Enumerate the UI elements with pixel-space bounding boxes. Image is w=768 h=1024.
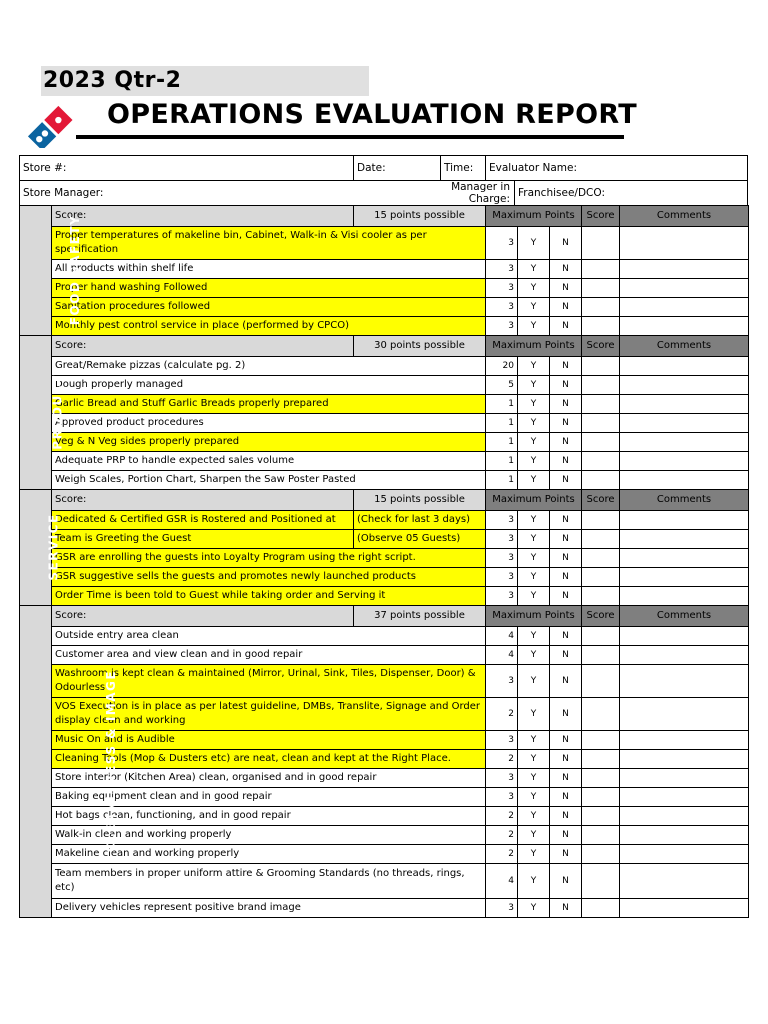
checklist-row <box>20 665 749 698</box>
criterion-text: Sanitation procedures followed <box>52 298 486 317</box>
score-input-cell[interactable] <box>582 395 620 414</box>
checklist-row <box>20 845 749 864</box>
criterion-text: Washroom is kept clean & maintained (Mirror, Urinal, Sink, Tiles, Dispenser, Door) & Odourless <box>52 665 486 698</box>
score-input-cell[interactable] <box>582 471 620 490</box>
no-option[interactable]: N <box>550 788 582 807</box>
comments-input-cell[interactable] <box>620 826 749 845</box>
criterion-text: Makeline clean and working properly <box>52 845 486 864</box>
max-points-value: 1 <box>486 395 518 414</box>
criterion-text: Team is Greeting the Guest <box>52 530 354 549</box>
dominos-logo <box>20 102 84 148</box>
no-option[interactable]: N <box>550 260 582 279</box>
store-number-field[interactable]: Store #: <box>20 156 354 181</box>
checklist-row <box>20 826 749 845</box>
year-quarter-label: 2023 Qtr-2 <box>43 68 182 93</box>
yes-option[interactable]: Y <box>518 845 550 864</box>
checklist-row <box>20 788 749 807</box>
checklist-row <box>20 471 749 490</box>
checklist-row <box>20 587 749 606</box>
checklist-row <box>20 357 749 376</box>
section-label-service <box>20 490 61 606</box>
criterion-text: Approved product procedures <box>52 414 486 433</box>
no-option[interactable]: N <box>550 452 582 471</box>
yes-option[interactable]: Y <box>518 395 550 414</box>
no-option[interactable]: N <box>550 298 582 317</box>
score-input-cell[interactable] <box>582 452 620 471</box>
comments-input-cell[interactable] <box>620 899 749 918</box>
no-option[interactable]: N <box>550 646 582 665</box>
section-label-text: FOOD SAFETY <box>68 214 83 325</box>
score-input-cell[interactable] <box>582 279 620 298</box>
max-points-value: 3 <box>486 317 518 336</box>
no-option[interactable]: N <box>550 414 582 433</box>
no-option[interactable]: N <box>550 317 582 336</box>
checklist-row <box>20 414 749 433</box>
score-input-cell[interactable] <box>582 769 620 788</box>
score-input-cell[interactable] <box>582 698 620 731</box>
yes-option[interactable]: Y <box>518 864 550 899</box>
checklist-row <box>20 750 749 769</box>
criterion-note: (Check for last 3 days) <box>354 511 486 530</box>
comments-column-header: Comments <box>620 490 749 511</box>
comments-input-cell[interactable] <box>620 769 749 788</box>
no-option[interactable]: N <box>550 549 582 568</box>
score-input-cell[interactable] <box>582 260 620 279</box>
score-input-cell[interactable] <box>582 376 620 395</box>
comments-input-cell[interactable] <box>620 260 749 279</box>
max-points-header: Maximum Points <box>486 490 582 511</box>
comments-input-cell[interactable] <box>620 530 749 549</box>
no-option[interactable]: N <box>550 864 582 899</box>
evaluator-name-field[interactable]: Evaluator Name: <box>486 156 748 181</box>
no-option[interactable]: N <box>550 433 582 452</box>
comments-input-cell[interactable] <box>620 864 749 899</box>
checklist-row <box>20 317 749 336</box>
score-label: Score: <box>52 336 354 357</box>
max-points-value: 1 <box>486 471 518 490</box>
max-points-header: Maximum Points <box>486 336 582 357</box>
max-points-value: 3 <box>486 568 518 587</box>
yes-option[interactable]: Y <box>518 788 550 807</box>
max-points-value: 1 <box>486 452 518 471</box>
yes-option[interactable]: Y <box>518 227 550 260</box>
score-input-cell[interactable] <box>582 549 620 568</box>
yes-option[interactable]: Y <box>518 568 550 587</box>
criterion-text: Store interior (Kitchen Area) clean, organised and in good repair <box>52 769 486 788</box>
score-input-cell[interactable] <box>582 587 620 606</box>
criterion-text: VOS Execution is in place as per latest guideline, DMBs, Translite, Signage and Order display clean and working <box>52 698 486 731</box>
max-points-value: 5 <box>486 376 518 395</box>
score-input-cell[interactable] <box>582 826 620 845</box>
no-option[interactable]: N <box>550 731 582 750</box>
points-possible: 37 points possible <box>354 606 486 627</box>
comments-input-cell[interactable] <box>620 845 749 864</box>
max-points-value: 1 <box>486 433 518 452</box>
section-score-row <box>20 206 749 227</box>
franchisee-field[interactable]: Franchisee/DCO: <box>515 181 748 206</box>
no-option[interactable]: N <box>550 357 582 376</box>
max-points-value: 3 <box>486 298 518 317</box>
score-column-header: Score <box>582 490 620 511</box>
score-input-cell[interactable] <box>582 227 620 260</box>
checklist-row <box>20 452 749 471</box>
criterion-text: Cleaning Tools (Mop & Dusters etc) are neat, clean and kept at the Right Place. <box>52 750 486 769</box>
comments-input-cell[interactable] <box>620 587 749 606</box>
comments-input-cell[interactable] <box>620 627 749 646</box>
checklist-row <box>20 530 749 549</box>
max-points-value: 3 <box>486 587 518 606</box>
score-input-cell[interactable] <box>582 414 620 433</box>
criterion-text: Proper temperatures of makeline bin, Cabinet, Walk-in & Visi cooler as per specification <box>52 227 486 260</box>
score-input-cell[interactable] <box>582 788 620 807</box>
score-input-cell[interactable] <box>582 845 620 864</box>
comments-input-cell[interactable] <box>620 698 749 731</box>
score-input-cell[interactable] <box>582 899 620 918</box>
store-info-table <box>19 155 748 206</box>
checklist-row <box>20 549 749 568</box>
yes-option[interactable]: Y <box>518 665 550 698</box>
max-points-value: 2 <box>486 845 518 864</box>
criterion-text: Dedicated & Certified GSR is Rostered and Positioned at <box>52 511 354 530</box>
yes-option[interactable]: Y <box>518 826 550 845</box>
score-label: Score: <box>52 206 354 227</box>
criterion-text: Baking equipment clean and in good repair <box>52 788 486 807</box>
yes-option[interactable]: Y <box>518 731 550 750</box>
no-option[interactable]: N <box>550 826 582 845</box>
criterion-text: Order Time is been told to Guest while taking order and Serving it <box>52 587 486 606</box>
yes-option[interactable]: Y <box>518 899 550 918</box>
comments-input-cell[interactable] <box>620 646 749 665</box>
yes-option[interactable]: Y <box>518 549 550 568</box>
max-points-value: 2 <box>486 807 518 826</box>
max-points-value: 4 <box>486 646 518 665</box>
max-points-value: 2 <box>486 750 518 769</box>
date-field[interactable]: Date: <box>354 156 441 181</box>
comments-input-cell[interactable] <box>620 731 749 750</box>
checklist-row <box>20 698 749 731</box>
comments-input-cell[interactable] <box>620 788 749 807</box>
comments-column-header: Comments <box>620 606 749 627</box>
evaluation-table <box>19 205 749 918</box>
score-column-header: Score <box>582 336 620 357</box>
no-option[interactable]: N <box>550 807 582 826</box>
no-option[interactable]: N <box>550 899 582 918</box>
score-input-cell[interactable] <box>582 357 620 376</box>
max-points-value: 3 <box>486 530 518 549</box>
max-points-value: 3 <box>486 665 518 698</box>
criterion-text: Adequate PRP to handle expected sales volume <box>52 452 486 471</box>
title-underline <box>76 135 624 139</box>
yes-option[interactable]: Y <box>518 511 550 530</box>
no-option[interactable]: N <box>550 568 582 587</box>
no-option[interactable]: N <box>550 511 582 530</box>
section-label-text: CLEANLINESS & IMAGE <box>104 669 119 852</box>
yes-option[interactable]: Y <box>518 807 550 826</box>
checklist-row <box>20 298 749 317</box>
criterion-text: Walk-in clean and working properly <box>52 826 486 845</box>
score-input-cell[interactable] <box>582 807 620 826</box>
max-points-header: Maximum Points <box>486 606 582 627</box>
comments-input-cell[interactable] <box>620 549 749 568</box>
no-option[interactable]: N <box>550 698 582 731</box>
criterion-text: GSR are enrolling the guests into Loyalty Program using the right script. <box>52 549 486 568</box>
yes-option[interactable]: Y <box>518 414 550 433</box>
comments-input-cell[interactable] <box>620 511 749 530</box>
score-input-cell[interactable] <box>582 298 620 317</box>
comments-input-cell[interactable] <box>620 317 749 336</box>
criterion-text: Customer area and view clean and in good repair <box>52 646 486 665</box>
max-points-value: 3 <box>486 549 518 568</box>
yes-option[interactable]: Y <box>518 452 550 471</box>
score-input-cell[interactable] <box>582 433 620 452</box>
comments-input-cell[interactable] <box>620 227 749 260</box>
max-points-value: 3 <box>486 731 518 750</box>
score-input-cell[interactable] <box>582 864 620 899</box>
max-points-header: Maximum Points <box>486 206 582 227</box>
comments-input-cell[interactable] <box>620 807 749 826</box>
criterion-text: Great/Remake pizzas (calculate pg. 2) <box>52 357 486 376</box>
no-option[interactable]: N <box>550 587 582 606</box>
comments-input-cell[interactable] <box>620 298 749 317</box>
score-label: Score: <box>52 606 354 627</box>
comments-column-header: Comments <box>620 336 749 357</box>
no-option[interactable]: N <box>550 227 582 260</box>
comments-input-cell[interactable] <box>620 279 749 298</box>
yes-option[interactable]: Y <box>518 298 550 317</box>
yes-option[interactable]: Y <box>518 357 550 376</box>
yes-option[interactable]: Y <box>518 646 550 665</box>
score-input-cell[interactable] <box>582 530 620 549</box>
criterion-text: GSR suggestive sells the guests and promotes newly launched products <box>52 568 486 587</box>
score-column-header: Score <box>582 206 620 227</box>
comments-input-cell[interactable] <box>620 471 749 490</box>
store-manager-field[interactable]: Store Manager: <box>20 181 441 206</box>
max-points-value: 3 <box>486 227 518 260</box>
comments-input-cell[interactable] <box>620 376 749 395</box>
no-option[interactable]: N <box>550 279 582 298</box>
criterion-text: All products within shelf life <box>52 260 486 279</box>
points-possible: 15 points possible <box>354 490 486 511</box>
score-input-cell[interactable] <box>582 731 620 750</box>
no-option[interactable]: N <box>550 750 582 769</box>
score-input-cell[interactable] <box>582 665 620 698</box>
max-points-value: 4 <box>486 864 518 899</box>
yes-option[interactable]: Y <box>518 317 550 336</box>
time-field[interactable]: Time: <box>441 156 486 181</box>
criterion-text: Weigh Scales, Portion Chart, Sharpen the Saw Poster Pasted <box>52 471 486 490</box>
comments-input-cell[interactable] <box>620 750 749 769</box>
score-input-cell[interactable] <box>582 750 620 769</box>
checklist-row <box>20 260 749 279</box>
yes-option[interactable]: Y <box>518 750 550 769</box>
checklist-row <box>20 731 749 750</box>
checklist-row <box>20 511 749 530</box>
checklist-row <box>20 646 749 665</box>
criterion-text: Garlic Bread and Stuff Garlic Breads properly prepared <box>52 395 486 414</box>
criterion-text: Team members in proper uniform attire & Grooming Standards (no threads, rings, etc) <box>52 864 486 899</box>
comments-input-cell[interactable] <box>620 395 749 414</box>
checklist-row <box>20 433 749 452</box>
no-option[interactable]: N <box>550 530 582 549</box>
max-points-value: 3 <box>486 788 518 807</box>
yes-option[interactable]: Y <box>518 376 550 395</box>
comments-input-cell[interactable] <box>620 357 749 376</box>
yes-option[interactable]: Y <box>518 471 550 490</box>
max-points-value: 3 <box>486 260 518 279</box>
checklist-row <box>20 568 749 587</box>
score-column-header: Score <box>582 606 620 627</box>
criterion-note: (Observe 05 Guests) <box>354 530 486 549</box>
comments-input-cell[interactable] <box>620 665 749 698</box>
score-input-cell[interactable] <box>582 627 620 646</box>
criterion-text: Veg & N Veg sides properly prepared <box>52 433 486 452</box>
score-input-cell[interactable] <box>582 317 620 336</box>
criterion-text: Delivery vehicles represent positive brand image <box>52 899 486 918</box>
score-input-cell[interactable] <box>582 646 620 665</box>
yes-option[interactable]: Y <box>518 698 550 731</box>
section-score-row <box>20 606 749 627</box>
score-label: Score: <box>52 490 354 511</box>
max-points-value: 3 <box>486 769 518 788</box>
max-points-value: 1 <box>486 414 518 433</box>
yes-option[interactable]: Y <box>518 433 550 452</box>
manager-in-charge-field[interactable]: Manager in Charge: <box>441 181 515 206</box>
criterion-text: Dough properly managed <box>52 376 486 395</box>
points-possible: 30 points possible <box>354 336 486 357</box>
checklist-row <box>20 899 749 918</box>
points-possible: 15 points possible <box>354 206 486 227</box>
max-points-value: 2 <box>486 698 518 731</box>
comments-input-cell[interactable] <box>620 568 749 587</box>
no-option[interactable]: N <box>550 665 582 698</box>
comments-input-cell[interactable] <box>620 414 749 433</box>
yes-option[interactable]: Y <box>518 279 550 298</box>
no-option[interactable]: N <box>550 471 582 490</box>
section-score-row <box>20 490 749 511</box>
checklist-row <box>20 769 749 788</box>
checklist-row <box>20 807 749 826</box>
comments-column-header: Comments <box>620 206 749 227</box>
checklist-row <box>20 376 749 395</box>
criterion-text: Outside entry area clean <box>52 627 486 646</box>
max-points-value: 3 <box>486 511 518 530</box>
checklist-row <box>20 864 749 899</box>
no-option[interactable]: N <box>550 376 582 395</box>
section-label-product <box>20 336 65 490</box>
no-option[interactable]: N <box>550 845 582 864</box>
section-label-text: PRODUCT <box>50 373 65 450</box>
max-points-value: 4 <box>486 627 518 646</box>
criterion-text: Proper hand washing Followed <box>52 279 486 298</box>
criterion-text: Music On and is Audible <box>52 731 486 750</box>
yes-option[interactable]: Y <box>518 530 550 549</box>
comments-input-cell[interactable] <box>620 452 749 471</box>
score-input-cell[interactable] <box>582 568 620 587</box>
score-input-cell[interactable] <box>582 511 620 530</box>
yes-option[interactable]: Y <box>518 769 550 788</box>
yes-option[interactable]: Y <box>518 260 550 279</box>
checklist-row <box>20 627 749 646</box>
max-points-value: 3 <box>486 279 518 298</box>
criterion-text: Hot bags clean, functioning, and in good repair <box>52 807 486 826</box>
yes-option[interactable]: Y <box>518 627 550 646</box>
max-points-value: 3 <box>486 899 518 918</box>
no-option[interactable]: N <box>550 769 582 788</box>
checklist-row <box>20 279 749 298</box>
report-title: OPERATIONS EVALUATION REPORT <box>107 99 637 130</box>
checklist-row <box>20 227 749 260</box>
no-option[interactable]: N <box>550 395 582 414</box>
max-points-value: 20 <box>486 357 518 376</box>
section-score-row <box>20 336 749 357</box>
comments-input-cell[interactable] <box>620 433 749 452</box>
max-points-value: 2 <box>486 826 518 845</box>
checklist-row <box>20 395 749 414</box>
yes-option[interactable]: Y <box>518 587 550 606</box>
section-label-text: SERVICE <box>46 512 61 581</box>
criterion-text: Monthly pest control service in place (performed by CPCO) <box>52 317 486 336</box>
no-option[interactable]: N <box>550 627 582 646</box>
